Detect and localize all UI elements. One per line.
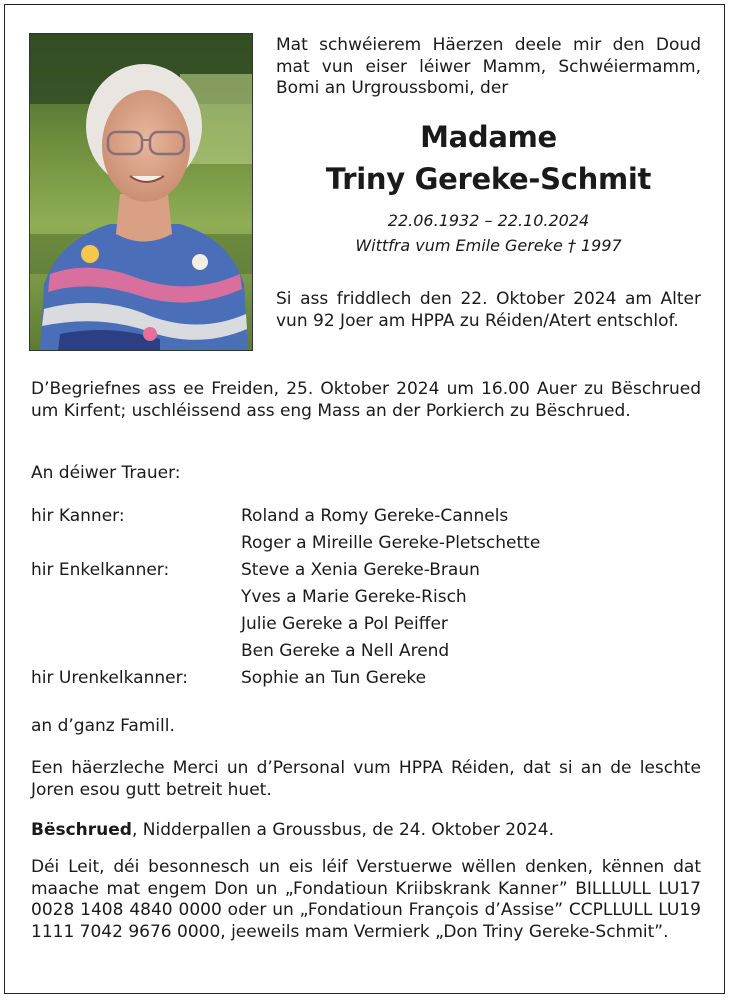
relative-name: Sophie an Tun Gereke (241, 668, 427, 688)
deceased-name-block (276, 116, 701, 258)
relative-name: Roger a Mireille Gereke-Pletschette (241, 533, 541, 553)
relative-row (31, 503, 701, 530)
relative-row (31, 638, 701, 665)
relative-row (31, 557, 701, 584)
relative-label (31, 638, 241, 665)
relative-name: Steve a Xenia Gereke-Braun (241, 560, 480, 580)
relative-name: Julie Gereke a Pol Peiffer (241, 614, 448, 634)
place-name: Bëschrued (31, 820, 132, 840)
place-date-rest: , Nidderpallen a Groussbus, de 24. Oktober 2024. (131, 820, 554, 840)
portrait-photo (29, 33, 253, 351)
relative-label: hir Urenkelkanner: (31, 668, 188, 688)
relative-name: Roland a Romy Gereke-Cannels (241, 506, 509, 526)
relative-label (31, 530, 241, 557)
relative-label: hir Kanner: (31, 506, 125, 526)
donation-text: Déi Leit, déi besonnesch un eis léif Verstuerwe wëllen denken, kënnen dat maache mat engem Don un „Fondatioun Kriibskrank Kanner” BILLLULL LU17 0028 1408 4840 0000 oder un „Fondatioun François d’Assise” CCPLLULL LU19 1111 7042 9676 0000, jeeweils mam Vermierk „Don Triny Gereke-Schmit”. (31, 857, 701, 942)
relatives-list (31, 503, 701, 692)
deceased-name: Triny Gereke-Schmit (325, 162, 652, 196)
relative-name: Yves a Marie Gereke-Risch (241, 587, 467, 607)
relative-label (31, 611, 241, 638)
thanks-text: Een häerzleche Merci un d’Personal vum HPPA Réiden, dat si an de leschte Joren esou gutt betreit huet. (31, 758, 701, 800)
mourning-intro: An déiwer Trauer: (31, 463, 181, 483)
relative-row (31, 665, 701, 692)
relative-label: hir Enkelkanner: (31, 560, 170, 580)
relative-name: Ben Gereke a Nell Arend (241, 641, 450, 661)
intro-text: Mat schwéierem Häerzen deele mir den Doud mat vun eiser léiwer Mamm, Schwéiermamm, Bomi an Urgroussbomi, der (276, 35, 701, 98)
funeral-info: D’Begriefnes ass ee Freiden, 25. Oktober 2024 um 16.00 Auer zu Bëschrued um Kirfent; uschléissend ass eng Mass an der Porkierch zu Bëschrued. (31, 379, 701, 421)
relative-row (31, 584, 701, 611)
family-line: an d’ganz Famill. (31, 716, 175, 736)
death-notice: Si ass friddlech den 22. Oktober 2024 am Alter vun 92 Joer am HPPA zu Réiden/Atert entschlof. (276, 289, 701, 331)
relative-row (31, 611, 701, 638)
life-dates: 22.06.1932 – 22.10.2024 (387, 211, 590, 230)
title-madame: Madame (420, 120, 557, 154)
place-date-line (31, 820, 701, 842)
relative-row (31, 530, 701, 557)
widow-line: Wittfra vum Emile Gereke † 1997 (355, 236, 622, 255)
relative-label (31, 584, 241, 611)
